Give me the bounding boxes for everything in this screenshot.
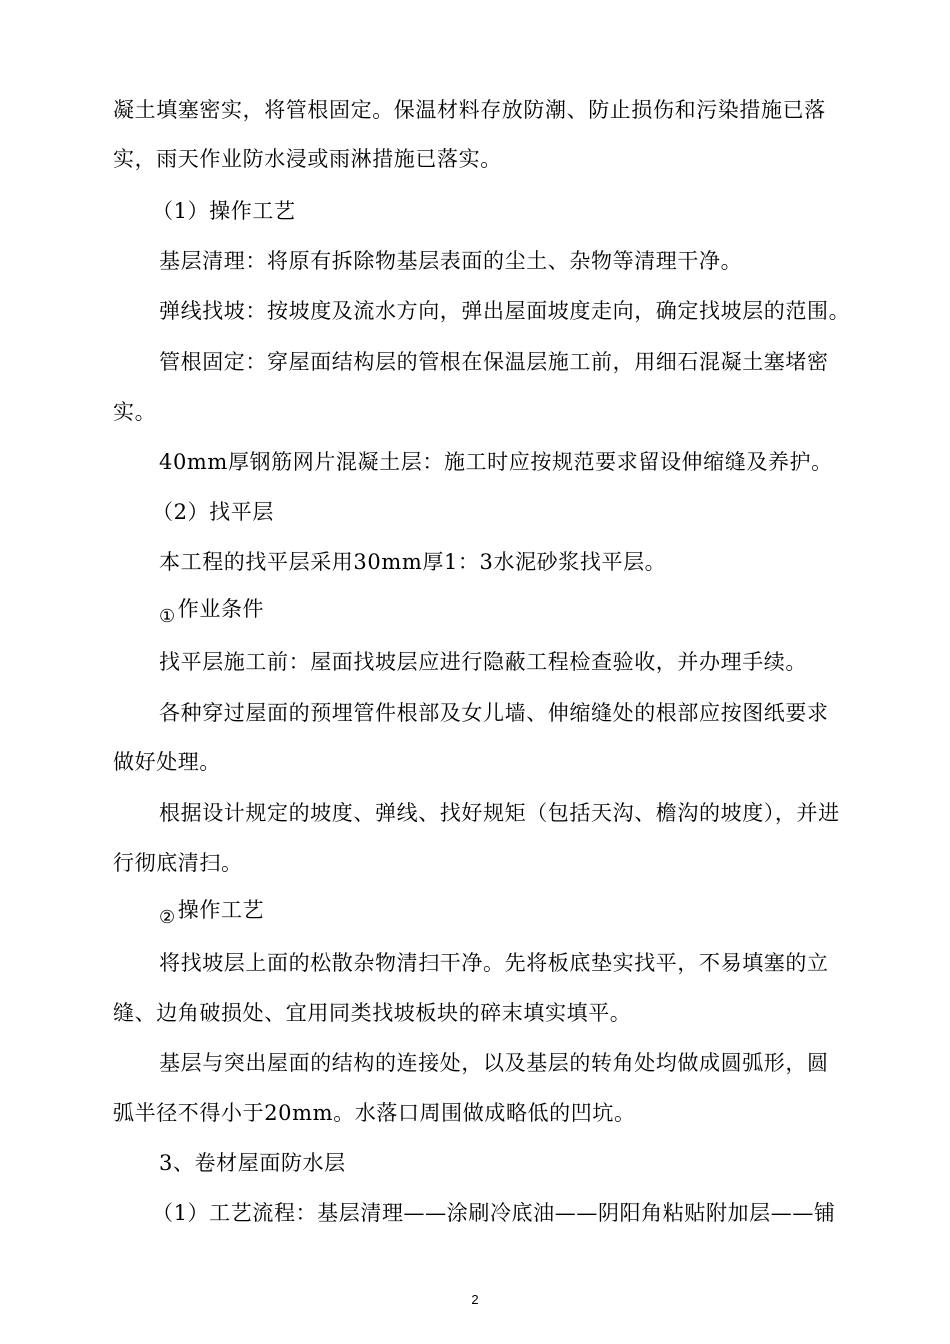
text-line: 缝、边角破损处、宜用同类找坡板块的碎末填实填平。 (113, 1001, 632, 1025)
subsection-heading (159, 898, 265, 928)
text-line: 40mm厚钢筋网片混凝土层：施工时应按规范要求留设伸缩缝及养护。 (159, 450, 833, 474)
section-heading: 3、卷材屋面防水层 (159, 1151, 346, 1175)
text-line: 根据设计规定的坡度、弹线、找好规矩（包括天沟、檐沟的坡度），并进 (159, 801, 840, 825)
text-line: 各种穿过屋面的预埋管件根部及女儿墙、伸缩缝处的根部应按图纸要求 (159, 701, 829, 725)
text-line: 基层清理：将原有拆除物基层表面的尘土、杂物等清理干净。 (159, 249, 743, 273)
subsection-heading (159, 597, 265, 627)
section-heading: （2）找平层 (152, 500, 274, 524)
text-line: 将找坡层上面的松散杂物清扫干净。先将板底垫实找平，不易填塞的立 (159, 951, 829, 975)
text-line: 实，雨天作业防水浸或雨淋措施已落实。 (113, 147, 502, 171)
text-line: 管根固定：穿屋面结构层的管根在保温层施工前，用细石混凝土塞堵密 (159, 350, 829, 374)
text-line: 凝土填塞密实，将管根固定。保温材料存放防潮、防止损伤和污染措施已落 (113, 98, 826, 122)
text-line: 行彻底清扫。 (113, 851, 243, 875)
text-line: （1）工艺流程：基层清理——涂刷冷底油——阴阳角粘贴附加层——铺 (152, 1201, 836, 1225)
text-line: 基层与突出屋面的结构的连接处，以及基层的转角处均做成圆弧形，圆 (159, 1051, 829, 1075)
text-line: 弹线找坡：按坡度及流水方向，弹出屋面坡度走向，确定找坡层的范围。 (159, 299, 851, 323)
text-line: 找平层施工前：屋面找坡层应进行隐蔽工程检查验收，并办理手续。 (159, 650, 807, 674)
page-number: 2 (471, 1292, 479, 1307)
text-line: 弧半径不得小于20mm。水落口周围做成略低的凹坑。 (113, 1101, 636, 1125)
text-line: 本工程的找平层采用30mm厚1：3水泥砂浆找平层。 (159, 550, 667, 574)
subsection-title: 操作工艺 (177, 898, 265, 922)
circled-number-marker: ① (159, 606, 176, 627)
section-heading: （1）操作工艺 (152, 199, 296, 223)
text-line: 实。 (113, 400, 157, 424)
subsection-title: 作业条件 (177, 597, 265, 621)
circled-number-marker: ② (159, 907, 176, 928)
text-line: 做好处理。 (113, 750, 221, 774)
